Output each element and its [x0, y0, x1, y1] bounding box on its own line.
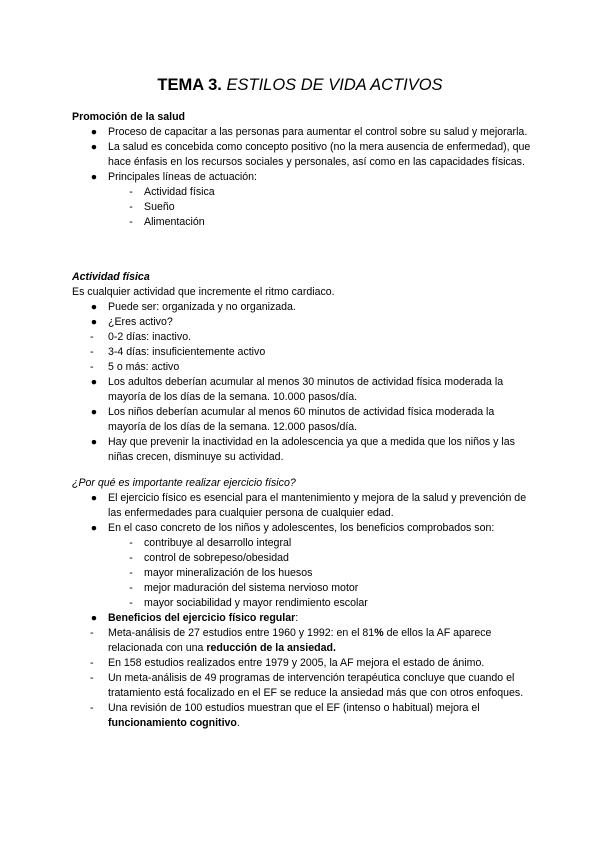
section-porque: [72, 476, 532, 731]
dash-icon: -: [129, 567, 133, 579]
dash-icon: -: [129, 186, 133, 198]
dash-icon: -: [129, 582, 133, 594]
dash-icon: -: [129, 201, 133, 213]
dash-item: - 0-2 días: inactivo.: [90, 331, 192, 343]
list-item: ● ¿Eres activo?: [72, 315, 532, 330]
list-item: ● En el caso concreto de los niños y adolescentes, los beneficios comprobados son:: [72, 521, 532, 536]
dash-icon: -: [90, 346, 94, 358]
dash-item: - 3-4 días: insuficientemente activo: [90, 346, 266, 358]
bullet-icon: ●: [90, 171, 98, 183]
section-heading: Actividad física: [72, 271, 150, 283]
dash-item: - En 158 estudios realizados entre 1979 y 2005, la AF mejora el estado de ánimo.: [90, 657, 485, 669]
list-item: ● Puede ser: organizada y no organizada.: [72, 300, 532, 315]
list-item: ● El ejercicio físico es esencial para el mantenimiento y mejora de la salud y prevención de las enfermedades para cualquier persona de cualquier edad.: [72, 491, 532, 521]
bullet-icon: ●: [90, 376, 98, 388]
dash-icon: -: [129, 537, 133, 549]
sub-list-item: - mejor maduración del sistema nervioso motor: [72, 581, 532, 596]
bullet-icon: ●: [90, 522, 98, 534]
list-item: ● La salud es concebida como concepto positivo (no la mera ausencia de enfermedad), que hace énfasis en los recursos sociales y personales, así como en las capacidades físicas.: [72, 140, 532, 170]
list-item: ● Beneficios del ejercicio físico regular:: [72, 611, 532, 626]
sub-list-item: - mayor mineralización de los huesos: [72, 566, 532, 581]
bullet-icon: ●: [90, 141, 98, 153]
bullet-icon: ●: [90, 612, 98, 624]
sub-list-item: - contribuye al desarrollo integral: [72, 536, 532, 551]
dash-icon: -: [90, 672, 94, 684]
dash-icon: -: [129, 552, 133, 564]
section-heading: Promoción de la salud: [72, 111, 186, 123]
sub-list-item: - Actividad física: [72, 185, 532, 200]
section-actividad: [72, 270, 532, 465]
dash-icon: -: [90, 657, 94, 669]
dash-item: - 5 o más: activo: [90, 361, 180, 373]
dash-icon: -: [129, 597, 133, 609]
section-question: ¿Por qué es importante realizar ejercicio físico?: [72, 477, 296, 489]
sub-list-item: - Sueño: [72, 200, 532, 215]
sub-list-item: - mayor sociabilidad y mayor rendimiento escolar: [72, 596, 532, 611]
bullet-icon: ●: [90, 492, 98, 504]
bullet-icon: ●: [90, 406, 98, 418]
dash-item: - Una revisión de 100 estudios muestran que el EF (intenso o habitual) mejora el funcionamiento cognitivo.: [90, 702, 480, 729]
dash-icon: -: [90, 361, 94, 373]
dash-icon: -: [129, 216, 133, 228]
list-item: ● Principales líneas de actuación:: [72, 170, 532, 185]
intro-text: Es cualquier actividad que incremente el ritmo cardiaco.: [72, 286, 335, 298]
dash-item: - Meta-análisis de 27 estudios entre 1960 y 1992: en el 81% de ellos la AF aparece relacionada con una reducción de la ansiedad.: [90, 627, 492, 654]
sub-list-item: - Alimentación: [72, 215, 532, 230]
list-item: ● Los niños deberían acumular al menos 60 minutos de actividad física moderada la mayoría de los días de la semana. 12.000 pasos/día.: [72, 405, 532, 435]
page-title: [0, 75, 600, 95]
section-promocion: [72, 110, 532, 230]
title-number: TEMA 3.: [157, 76, 222, 94]
dash-icon: -: [90, 331, 94, 343]
bullet-icon: ●: [90, 126, 98, 138]
bullet-icon: ●: [90, 301, 98, 313]
dash-icon: -: [90, 702, 94, 714]
bullet-icon: ●: [90, 316, 98, 328]
title-text: ESTILOS DE VIDA ACTIVOS: [226, 76, 443, 94]
dash-item: - Un meta-análisis de 49 programas de intervención terapéutica concluye que cuando el tratamiento está focalizado en el EF se reduce la ansiedad más que con otros enfoques.: [90, 672, 524, 699]
dash-icon: -: [90, 627, 94, 639]
bullet-icon: ●: [90, 436, 98, 448]
list-item: ● Los adultos deberían acumular al menos 30 minutos de actividad física moderada la mayoría de los días de la semana. 10.000 pasos/día.: [72, 375, 532, 405]
list-item: ● Hay que prevenir la inactividad en la adolescencia ya que a medida que los niños y las niñas crecen, disminuye su actividad.: [72, 435, 532, 465]
sub-list-item: - control de sobrepeso/obesidad: [72, 551, 532, 566]
list-item: ● Proceso de capacitar a las personas para aumentar el control sobre su salud y mejorarla.: [72, 125, 532, 140]
